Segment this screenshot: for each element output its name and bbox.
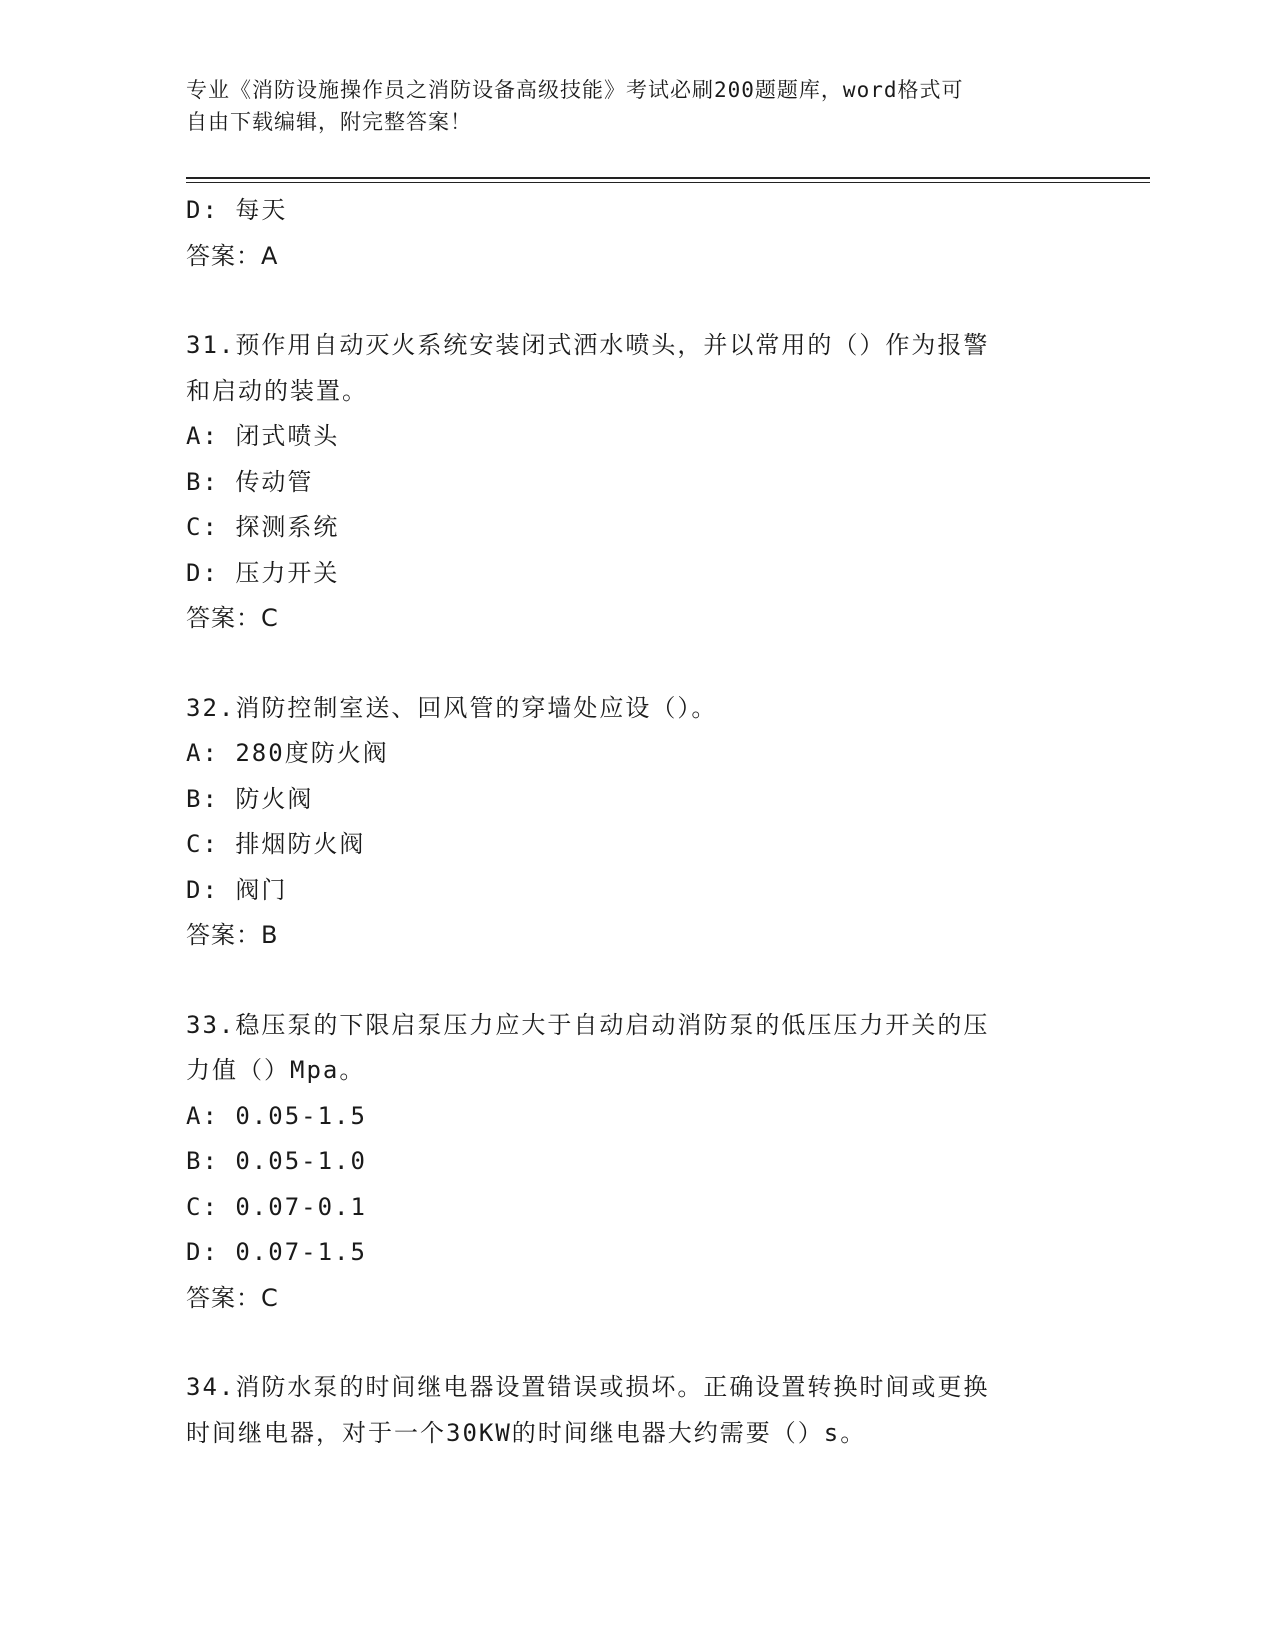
- answer-line: 答案：B: [186, 921, 279, 949]
- page-header: [186, 74, 1086, 138]
- question-list: [186, 188, 1086, 1456]
- option-b: B: 防火阀: [186, 784, 314, 813]
- header-line-1: 专业《消防设施操作员之消防设备高级技能》考试必刷200题题库，word格式可: [186, 78, 964, 102]
- question-stem-line: 31.预作用自动灭火系统安装闭式洒水喷头，并以常用的（）作为报警: [186, 331, 990, 359]
- question-stem-line: 时间继电器，对于一个30KW的时间继电器大约需要（）s。: [186, 1418, 867, 1447]
- question-34: [186, 1365, 1086, 1456]
- spacer: [186, 279, 1086, 323]
- spacer: [186, 642, 1086, 686]
- question-33: [186, 1003, 1086, 1322]
- previous-question-tail: [186, 188, 1086, 279]
- question-stem-line: 32.消防控制室送、回风管的穿墙处应设（）。: [186, 693, 718, 722]
- question-31: [186, 323, 1086, 642]
- question-stem-line: 33.稳压泵的下限启泵压力应大于自动启动消防泵的低压压力开关的压: [186, 1010, 990, 1039]
- answer-line: 答案：A: [186, 241, 279, 270]
- option-b: B: 传动管: [186, 467, 314, 496]
- question-stem-line: 和启动的装置。: [186, 376, 368, 405]
- spacer: [186, 959, 1086, 1003]
- option-c: C: 探测系统: [186, 513, 340, 541]
- option-c: C: 排烟防火阀: [186, 830, 366, 858]
- header-divider-thin: [186, 182, 1150, 183]
- answer-line: 答案：C: [186, 1283, 279, 1312]
- option-a: A: 0.05-1.5: [186, 1101, 367, 1130]
- answer-line: 答案：C: [186, 604, 279, 632]
- option-d: D: 每天: [186, 196, 288, 224]
- option-a: A: 闭式喷头: [186, 422, 340, 450]
- option-b: B: 0.05-1.0: [186, 1147, 367, 1175]
- header-line-2: 自由下载编辑，附完整答案！: [186, 110, 472, 134]
- option-d: D: 0.07-1.5: [186, 1238, 367, 1266]
- question-stem-line: 力值（）Mpa。: [186, 1056, 366, 1084]
- header-divider-thick: [186, 177, 1150, 179]
- option-d: D: 阀门: [186, 875, 288, 904]
- option-d: D: 压力开关: [186, 558, 340, 587]
- option-a: A: 280度防火阀: [186, 739, 389, 767]
- spacer: [186, 1321, 1086, 1365]
- option-c: C: 0.07-0.1: [186, 1192, 367, 1221]
- question-stem-line: 34.消防水泵的时间继电器设置错误或损坏。正确设置转换时间或更换: [186, 1373, 990, 1401]
- question-32: [186, 686, 1086, 959]
